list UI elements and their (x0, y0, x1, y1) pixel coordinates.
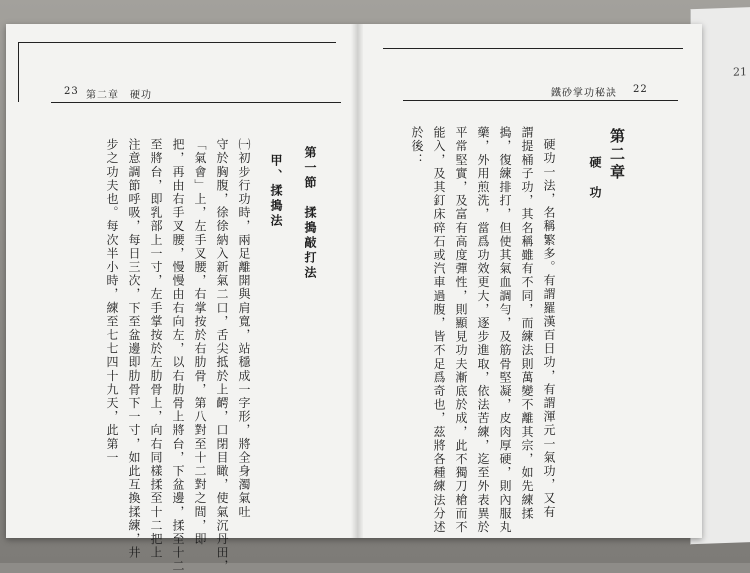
left-text-column: 把，再由右手叉腰，慢慢由右向左，以右肋骨上將台，下盆邊，揉至十二 (171, 138, 185, 573)
next-page-number: 21 (733, 65, 747, 79)
left-text-column: ㈠初步行功時，兩足離開與肩寬，站穩成一字形，將全身濁氣吐 (237, 138, 251, 519)
right-text-column: 能入，及其釘床碎石或汽車過腹，皆不足爲奇也，茲將各種練法分述 (432, 126, 446, 534)
subsection-title: 甲、揉搗法 (269, 154, 283, 229)
right-header-rule (403, 100, 678, 101)
chapter-title: 第二章 (608, 128, 626, 182)
left-page-number: 23 (64, 86, 79, 97)
left-page-top-border (18, 42, 336, 43)
right-text-column: 搗，復練排打，但使其氣血調勻，及筋骨堅凝，皮肉厚硬，則內服丸 (498, 126, 512, 534)
section-title: 第一節 揉搗敲打法 (303, 146, 317, 281)
right-text-column: 平常堅實，及富有高度彈性，則顯見功夫漸底於成，此不獨刀槍而不 (454, 126, 468, 534)
right-text-column: 謂提桶子功，其名稱雖有不同，而練法則萬變不離其宗，如先練揉 (520, 126, 534, 521)
book-spine (351, 24, 363, 538)
open-book (6, 24, 702, 573)
right-running-header: 鐵砂掌功秘訣 (551, 88, 617, 99)
left-running-header: 第二章 硬功 (86, 90, 152, 101)
left-header-rule (51, 102, 341, 103)
right-page-top-border (383, 48, 683, 49)
left-text-column: 「氣會」上，左手叉腰，右掌按於右肋骨，第八對至十二對之間，即 (193, 138, 207, 546)
left-text-column: 注意調節呼吸，每日三次，下至盆邊即肋骨下一寸，如此互換揉練，井 (127, 138, 141, 560)
left-page-side-border (18, 42, 19, 102)
chapter-subtitle: 硬 功 (588, 156, 602, 201)
left-text-column: 步之功夫也。每次半小時，練至七七四十九天，此第一 (105, 138, 119, 465)
right-text-column: 硬功一法，名稱繁多。有謂羅漢百日功，有謂渾元一氣功，又有 (542, 138, 556, 519)
right-text-column: 於後： (410, 126, 424, 167)
right-text-column: 藥，外用煎洗，當爲功效更大，逐步進取，依法苦練，迄至外表異於 (476, 126, 490, 534)
right-page-number: 22 (633, 84, 648, 95)
left-page (6, 24, 351, 573)
right-page (363, 24, 702, 538)
left-text-column: 至將台，即乳部上一寸，左手掌按於左肋骨上，向右同樣揉至十二把上 (149, 138, 163, 560)
left-text-column: 守於胸腹，徐徐納入新氣二口，舌尖抵於上齶，口閉目瞰，使氣沉丹田， (215, 138, 229, 573)
